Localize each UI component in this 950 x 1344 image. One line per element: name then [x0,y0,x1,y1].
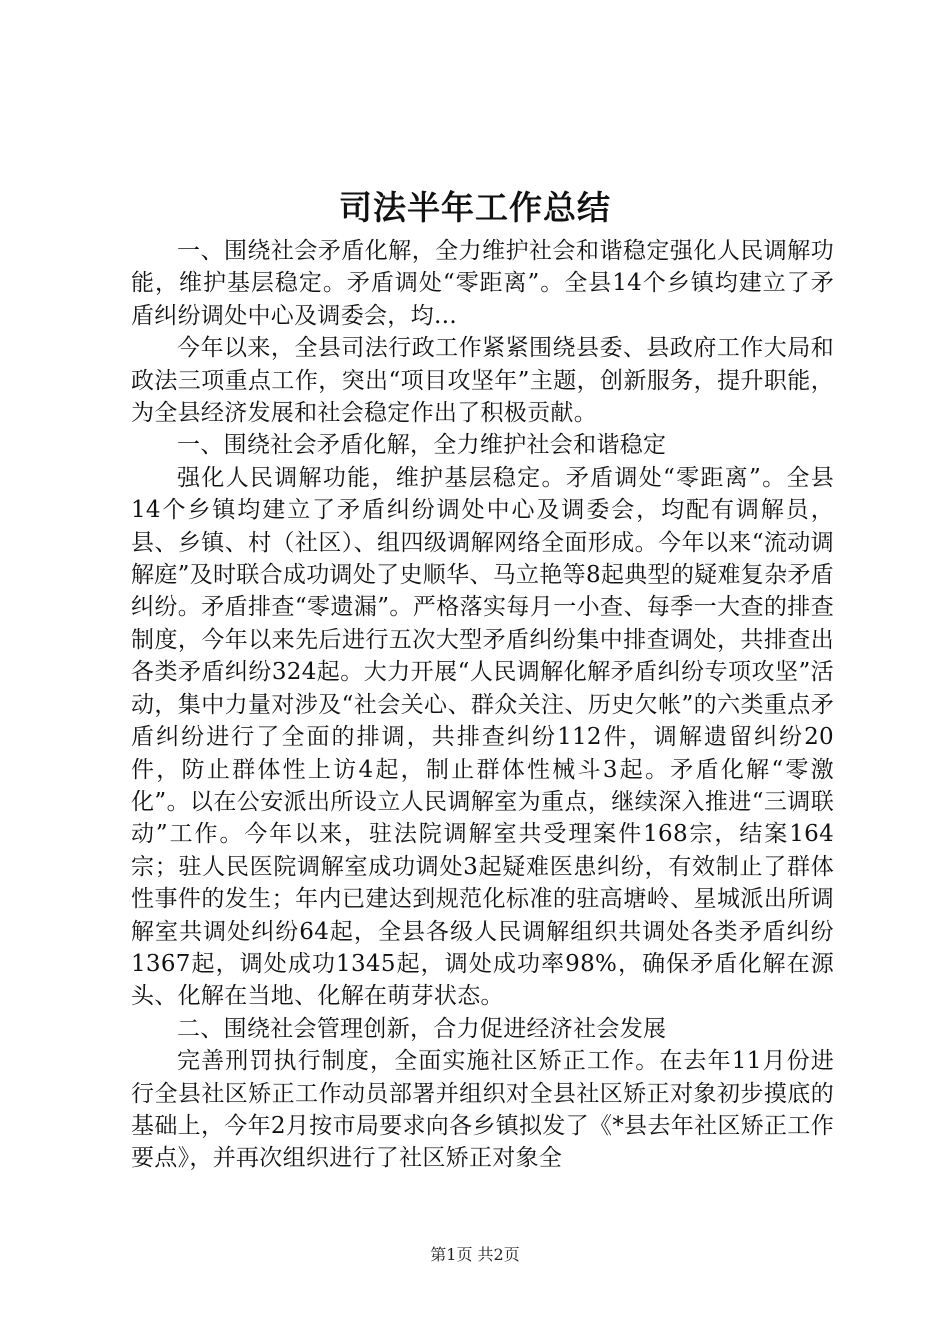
page-footer: 第1页 共2页 [430,1245,520,1264]
paragraph-summary-intro: 一、围绕社会矛盾化解，全力维护社会和谐稳定强化人民调解功能，维护基层稳定。矛盾调处“零距离”。全县14个乡镇均建立了矛盾纠纷调处中心及调委会，均… [131,238,834,329]
section-heading-1: 一、围绕社会矛盾化解，全力维护社会和谐稳定 [177,432,667,459]
paragraph-mediation: 强化人民调解功能，维护基层稳定。矛盾调处“零距离”。全县14个乡镇均建立了矛盾纠纷调处中心及调委会，均配有调解员，县、乡镇、村（社区）、组四级调解网络全面形成。今年以来“流动调解庭”及时联合成功调处了史顺华、马立艳等8起典型的疑难复杂矛盾纠纷。矛盾排查“零遗漏”。严格落实每月一小查、每季一大查的排查制度，今年以来先后进行五次大型矛盾纠纷集中排查调处，共排查出各类矛盾纠纷324起。大力开展“人民调解化解矛盾纠纷专项攻坚”活动，集中力量对涉及“社会关心、群众关注、历史欠帐”的六类重点矛盾纠纷进行了全面的排调，共排查纠纷112件，调解遗留纠纷20件，防止群体性上访4起，制止群体性械斗3起。矛盾化解“零激化”。以在公安派出所设立人民调解室为重点，继续深入推进“三调联动”工作。今年以来，驻法院调解室共受理案件168宗，结案164宗；驻人民医院调解室成功调处3起疑难医患纠纷，有效制止了群体性事件的发生；年内已建达到规范化标准的驻高塘岭、星城派出所调解室共调处纠纷64起，全县各级人民调解组织共调处各类矛盾纠纷1367起，调处成功1345起，调处成功率98%，确保矛盾化解在源头、化解在当地、化解在萌芽状态。 [131,464,834,1010]
document-body [131,235,834,1175]
paragraph-community-correction: 完善刑罚执行制度，全面实施社区矫正工作。在去年11月份进行全县社区矫正工作动员部署并组织对全县社区矫正对象初步摸底的基础上，今年2月按市局要求向各乡镇拟发了《*县去年社区矫正工作要点》，并再次组织进行了社区矫正对象全 [131,1048,834,1172]
paragraph-overview: 今年以来，全县司法行政工作紧紧围绕县委、县政府工作大局和政法三项重点工作，突出“项目攻坚年”主题，创新服务，提升职能，为全县经济发展和社会稳定作出了积极贡献。 [131,335,834,427]
document-title: 司法半年工作总结 [339,188,611,227]
section-heading-2: 二、围绕社会管理创新，合力促进经济社会发展 [177,1015,667,1042]
